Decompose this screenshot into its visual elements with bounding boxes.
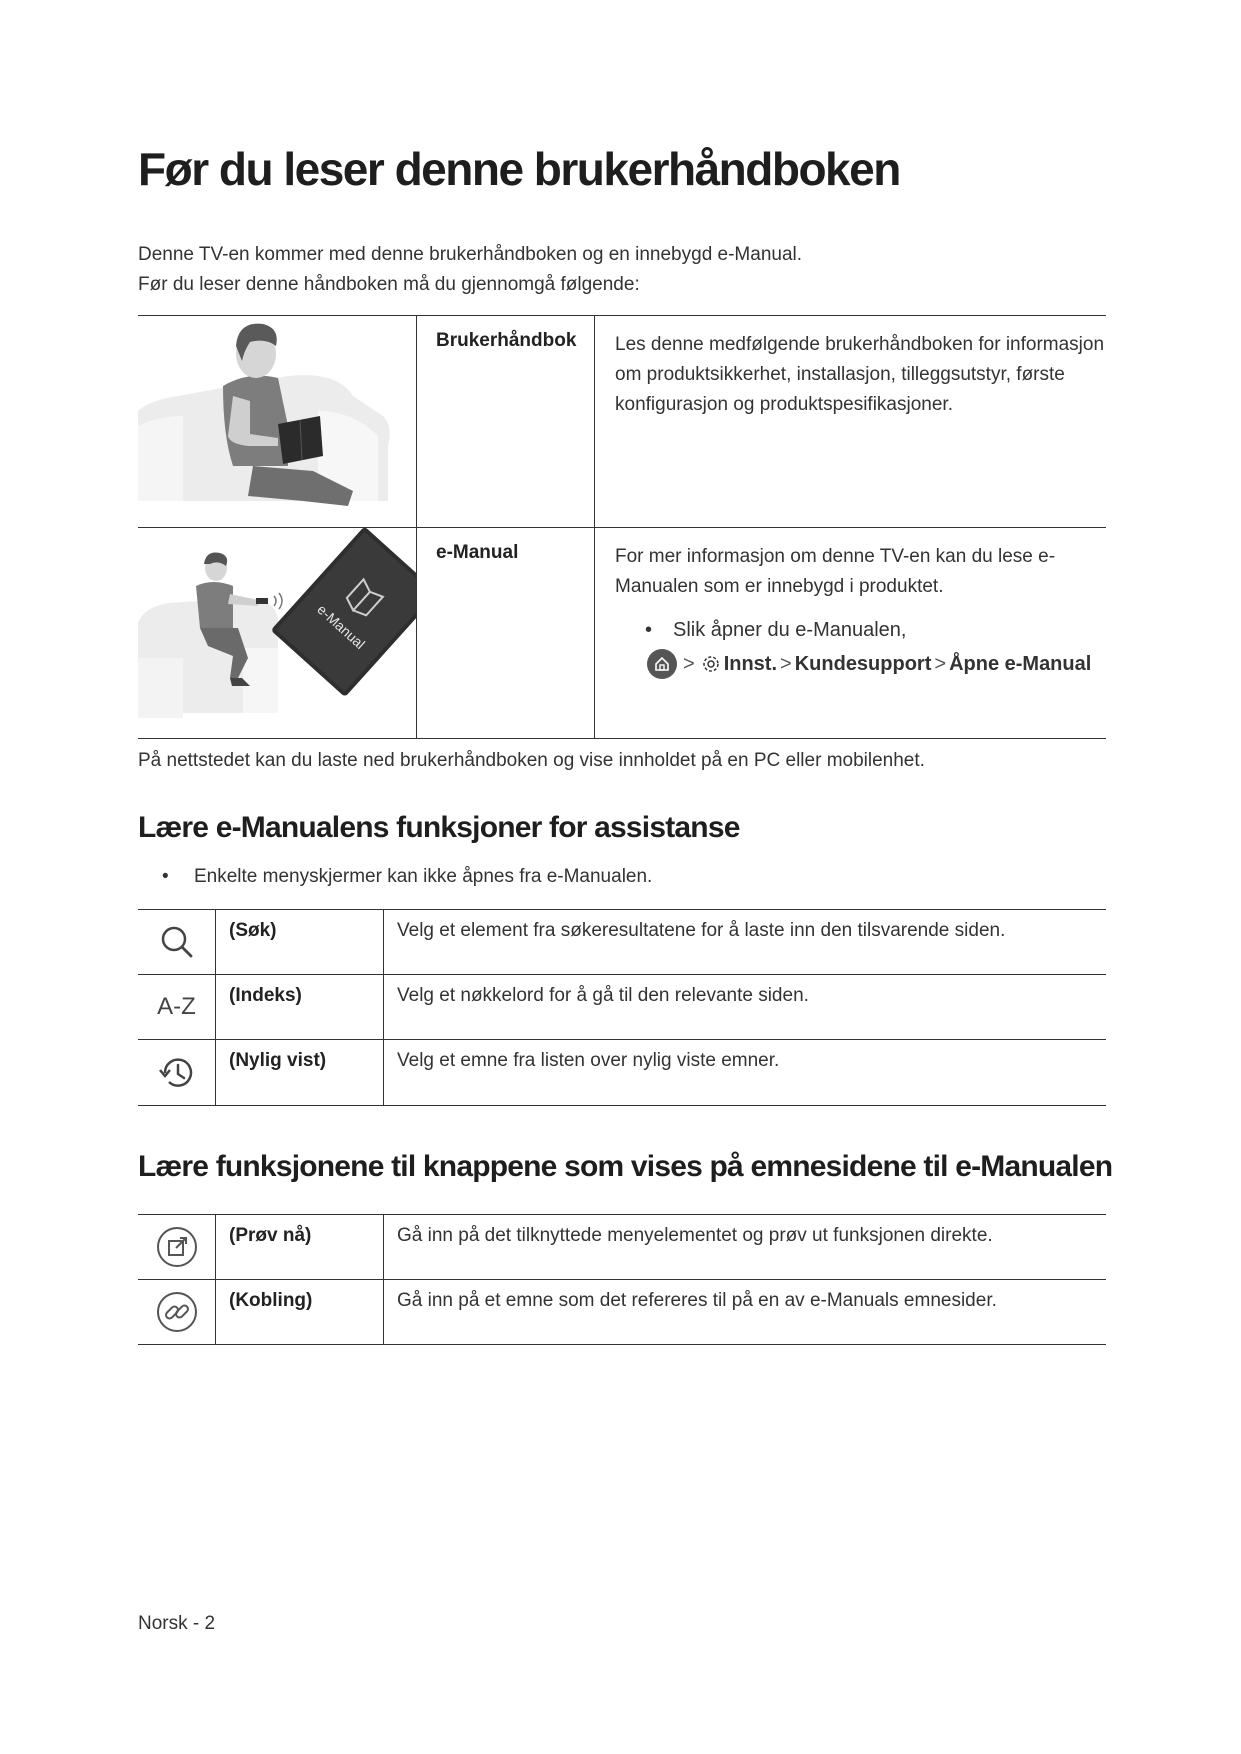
guide-description: Les denne medfølgende brukerhåndboken for informasjon om produktsikkerhet, installasjon, tilleggsutstyr, første konfigurasjon og produktspesifikasjoner. [615,334,1105,415]
intro-line-1: Denne TV-en kommer med denne brukerhåndboken og en innebygd e-Manual. [138,244,803,265]
section1-bullet-text: Enkelte menyskjermer kan ikke åpnes fra e-Manualen. [194,866,653,887]
history-icon [138,1040,216,1106]
path-separator: > [683,653,695,675]
function-name: (Indeks) [216,975,384,1040]
button-functions-table [138,1214,1106,1345]
tv-screen-label: e-Manual [314,601,369,653]
page-footer: Norsk - 2 [138,1613,216,1634]
function-description: Gå inn på et emne som det refereres til på en av e-Manuals emnesider. [397,1290,997,1311]
function-description: Velg et emne fra listen over nylig viste emner. [397,1050,780,1071]
emanual-bullet [645,615,1106,645]
table-row [138,1040,1106,1106]
function-name: (Nylig vist) [216,1040,384,1106]
intro-line-2: Før du leser denne håndboken må du gjennomgå følgende: [138,274,640,295]
intro-text [138,240,802,300]
path-step-kundesupport: Kundesupport [794,653,932,675]
guide-name: e-Manual [417,528,595,739]
page-title: Før du leser denne brukerhåndboken [138,143,900,195]
guide-name: Brukerhåndbok [417,316,595,528]
path-step-apne-emanual: Åpne e-Manual [949,653,1092,675]
search-icon [138,910,216,975]
a-z-index-icon [138,975,216,1040]
path-step-innst: Innst. [723,653,778,675]
table-row [138,910,1106,975]
website-note: På nettstedet kan du laste ned brukerhåndboken og vise innholdet på en PC eller mobilenhet. [138,750,925,771]
function-description: Gå inn på det tilknyttede menyelementet og prøv ut funksjonen direkte. [397,1225,993,1246]
emanual-bullet-text: Slik åpner du e-Manualen, [673,619,907,641]
table-row [138,975,1106,1040]
function-description: Velg et nøkkelord for å gå til den relevante siden. [397,985,809,1006]
guide-description [595,528,1107,739]
function-name: (Prøv nå) [216,1215,384,1280]
try-now-icon [138,1215,216,1280]
function-name: (Søk) [216,910,384,975]
section1-bullet [162,866,652,888]
emanual-menu-path [647,649,1106,679]
path-separator: > [934,653,947,675]
assistance-functions-table [138,909,1106,1106]
section-heading-assistance: Lære e-Manualens funksjoner for assistanse [138,811,740,844]
gear-icon [701,654,721,674]
function-description: Velg et element fra søkeresultatene for å laste inn den tilsvarende siden. [397,920,1006,941]
guides-table [138,315,1106,739]
path-separator: > [780,653,792,675]
guide-row-emanual [138,528,1106,739]
section-heading-buttons: Lære funksjonene til knappene som vises på emnesidene til e-Manualen [138,1150,1113,1183]
person-watching-tv-emanual-illustration [138,528,417,739]
guide-row-brukerhandbok [138,316,1106,528]
a-z-icon-text: A-Z [157,993,196,1020]
function-name: (Kobling) [216,1280,384,1345]
table-row [138,1215,1106,1280]
bullet-dot: • [645,619,653,641]
emanual-description: For mer informasjon om denne TV-en kan du lese e-Manualen som er innebygd i produktet. [615,546,1056,597]
person-reading-manual-illustration [138,316,417,528]
link-icon [138,1280,216,1345]
table-row [138,1280,1106,1345]
home-icon [647,649,677,679]
bullet-dot: • [162,866,169,887]
